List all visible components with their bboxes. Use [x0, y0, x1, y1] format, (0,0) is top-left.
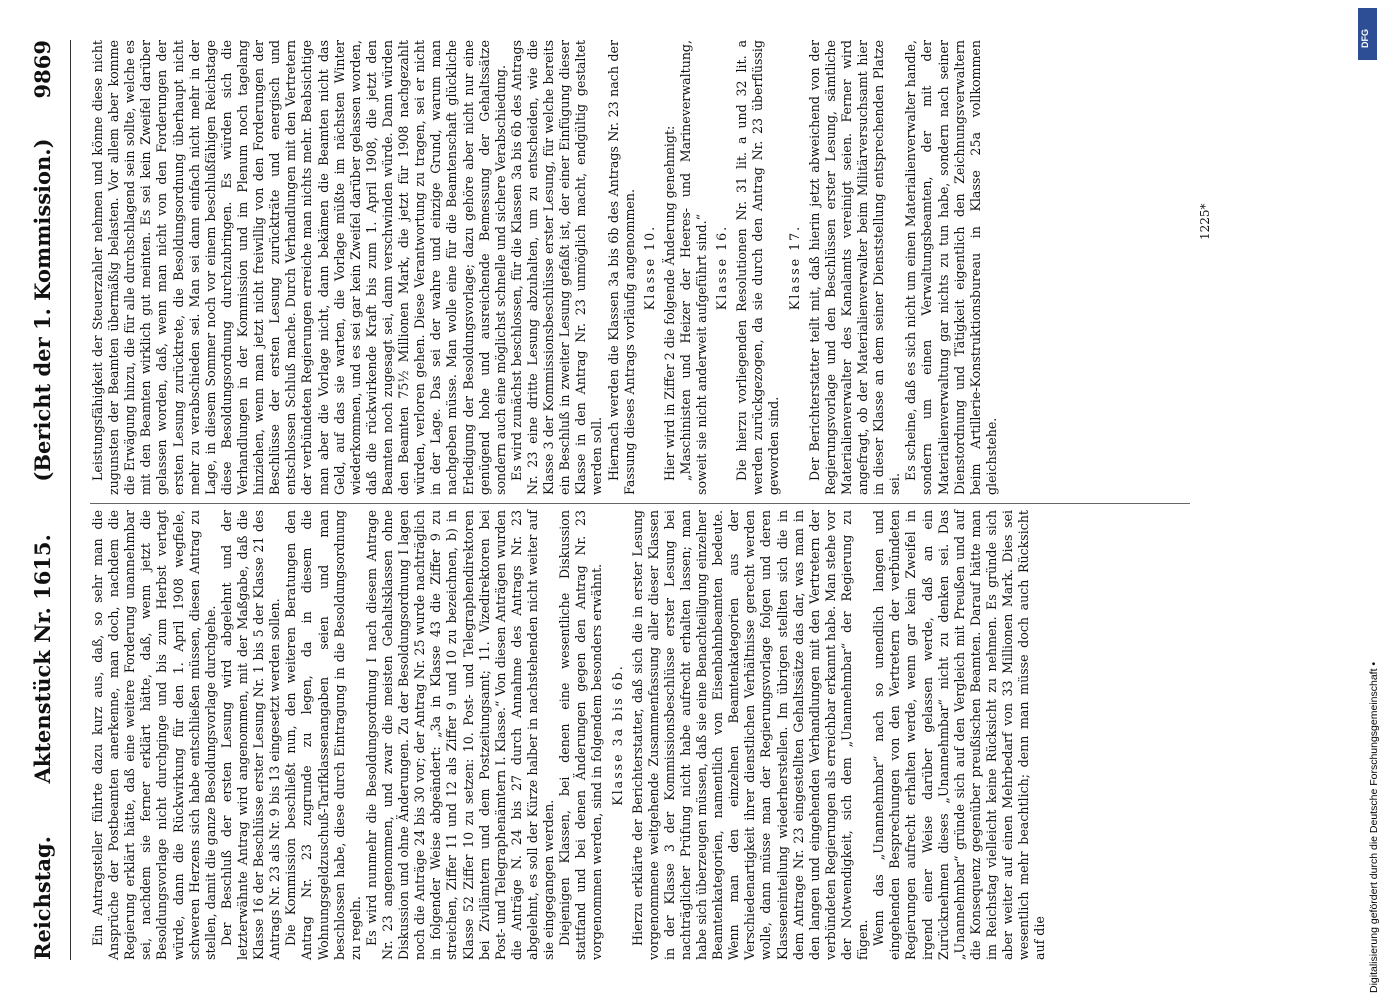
- paragraph: Die Kommission beschließt nun, den weiteren Beratungen den Antrag Nr. 23 zugrunde zu legen, da in diesem die Wohnungsgeldzuschuß-Tarifklassenangaben seien und man beschlossen habe, diese durch Eintragung in die Besoldungsordnung zu regeln.: [283, 510, 363, 960]
- paragraph: Der Berichterstatter teilt mit, daß hierin jetzt abweichend von der Regierungsvorlage und den Beschlüssen erster Lesung, sämtliche Materialienverwalter des Kanalamts vereinigt seien. Ferner wird angefragt, ob der Materialienverwalter beim Militärversuchsamt hier in dieser Klasse an dem seiner Dienststellung entsprechenden Platze sei.: [806, 40, 903, 495]
- paragraph: Hier wird in Ziffer 2 die folgende Änderung genehmigt:: [661, 125, 677, 481]
- dfg-logo: DFG: [1358, 8, 1377, 60]
- header-center: Aktenstück Nr. 1615.: [30, 534, 55, 784]
- page-header: [30, 40, 71, 960]
- paragraph: Die hierzu vorliegenden Resolutionen Nr. 31 lit. a und 32 lit. a werden zurückgezogen, da sie durch den Antrag Nr. 23 überflüssig geworden sind.: [734, 40, 782, 495]
- paragraph: Hiernach werden die Klassen 3a bis 6b des Antrags Nr. 23 nach der Fassung dieses Antrags vorläufig angenommen.: [605, 40, 637, 495]
- section-heading: Klasse 16.: [714, 224, 730, 311]
- paragraph: Hierzu erklärte der Berichterstatter, daß sich die in erster Lesung vorgenommene weitgehende Zusammenfassung aller dieser Klassen in der Klasse 3 der Kommissionsbeschlüsse erster Lesung bei nachträglicher Prüfung nicht habe aufrecht erhalten lassen; man habe sich überzeugen müssen, daß sie eine Benachteiligung einzelner Beamtenkategorien, namentlich von Eisenbahnbeamten bedeute. Wenn man den einzelnen Beamtenkategorien aus der Verschiedenartigkeit ihrer dienstlichen Verhältnisse gerecht werden wolle, dann müsse man der Regierungsvorlage folgen und deren Klasseneinteilung wiederherstellen. Im übrigen stellten sich die in dem Antrage Nr. 23 eingestellten Gehaltssätze das dar, was man in den langen und eingehenden Verhandlungen mit den Vertretern der verbündeten Regierungen als erreichbar erkannt habe. Man stehe vor der Notwendigkeit, sich dem „Unannehmbar“ der Regierung zu fügen.: [629, 510, 871, 960]
- paragraph: Leistungsfähigkeit der Steuerzahler nehmen und könne diese nicht zugunsten der Beamten übermäßig belasten. Vor allem aber komme die Erwägung hinzu, die für alle durchschlagend sein sollte, welche es mit den Beamten wirklich gut meinten. Es sei kein Zweifel darüber gelassen worden, daß, wenn man nicht von den Forderungen der ersten Lesung zurücktrete, die Besoldungsordnung überhaupt nicht mehr zu verabschieden sei. Man sei dann einfach nicht mehr in der Lage, in diesem Sommer noch vor einem beschlußfähigen Reichstage diese Besoldungsordnung durchzubringen. Es würden sich die Verhandlungen in der Kommission und im Plenum noch tagelang hinziehen, wenn man jetzt nicht freiwillig von den Forderungen der Beschlüsse der ersten Lesung zurückträte und energisch und entschlossen Schluß mache. Durch Verhandlungen mit den Vertretern der verbündeten Regierungen erreiche man nichts mehr. Beabsichtige man aber die Vorlage nicht, dann bekämen die Beamten nicht das Geld, auf das sie warten, die Vorlage müßte im nächsten Winter wiederkommen, und es sei gar kein Zweifel darüber gelassen worden, daß die rückwirkende Kraft bis zum 1. April 1908, die jetzt den Beamten noch zugesagt sei, dann verschwinden würde. Dann würden den Beamten 75½ Millionen Mark, die jetzt für 1908 nachgezahlt würden, verloren gehen. Diese Verantwortung zu tragen, sei er nicht in der Lage. Das sei der wahre und einzige Grund, warum man nachgeben müsse. Man wolle eine für die Beamtenschaft glückliche Erledigung der Besoldungsvorlage; dazu gehöre aber nicht nur eine genügend hohe und ausreichende Bemessung der Gehaltssätze sondern auch eine möglichst schnelle und sichere Verabschiedung.: [90, 40, 508, 495]
- credit-text: Digitalisierung gefördert durch die Deutsche Forschungsgemeinschaft •: [1368, 661, 1380, 993]
- paragraph: Wenn das „Unannehmbar“ nach so unendlich langen und eingehenden Besprechungen von den Vertretern der verbündeten Regierungen aufrecht erhalten werde, wenn gar kein Zweifel in irgend einer Weise darüber gelassen werde, daß an ein Zurücknehmen dieses „Unannehmbar“ nicht zu denken sei. Das „Unannehmbar“ gründe sich auf den Vergleich mit Preußen und auf die Konsequenz gegenüber preußischen Beamten. Darauf hätte man im Reichstag vielleicht keine Rücksicht zu nehmen. Es gründe sich aber weiter auf einen Mehrbedarf von 33 Millionen Mark. Dies sei wesentlich mehr beachtlich; denn man müsse doch auch Rücksicht auf die: [871, 510, 1048, 960]
- text-column-1: [90, 510, 1048, 960]
- section-heading: Klasse 3a bis 6b.: [609, 664, 625, 806]
- digitization-credit: [1357, 8, 1379, 993]
- header-left: Reichstag.: [30, 836, 55, 960]
- footer-mark: 1225*: [1198, 203, 1212, 240]
- page-number: 9869: [30, 40, 55, 99]
- paragraph: Der Beschluß der ersten Lesung wird abgelehnt und der letzterwähnte Antrag wird angenommen, mit der Maßgabe, daß die Klasse 16 der Beschlüsse erster Lesung Nr. 1 bis 5 der Klasse 21 des Antrags Nr. 23 als Nr. 9 bis 13 eingesetzt werden sollen.: [218, 510, 283, 960]
- header-title: (Bericht der 1. Kommission.): [30, 138, 55, 482]
- paragraph: Diejenigen Klassen, bei denen eine wesentliche Diskussion stattfand und bei denen Änderungen gegen den Antrag Nr. 23 vorgenommen werden, sind in folgendem besonders erwähnt.: [557, 510, 605, 960]
- paragraph: Ein Antragsteller führte dazu kurz aus, daß, so sehr man die Ansprüche der Postbeamten anerkenne, man doch, nachdem die Regierung erklärt hätte, daß eine weitere Forderung unannehmbar sei, nachdem sie ferner erklärt hätte, daß, wenn jetzt die Besoldungsvorlage nicht durchginge und bis zum Herbst vertagt würde, dann die Rückwirkung für den 1. April 1908 wegfiele, schweren Herzens sich habe entschließen müssen, diesen Antrag zu stellen, damit die ganze Besoldungsvorlage durchgehe.: [90, 510, 218, 960]
- paragraph: Es wird zunächst beschlossen, für die Klassen 3a bis 6b des Antrags Nr. 23 eine dritte Lesung abzuhalten, um zu entscheiden, wie die Klasse 3 der Kommissionsbeschlüsse erster Lesung, für welche bereits ein Beschluß in zweiter Lesung gefaßt ist, der einer Einfügung dieser Klasse in den Antrag Nr. 23 unmöglich macht, endgültig gestaltet werden soll.: [508, 40, 605, 495]
- column-divider: [90, 503, 1190, 504]
- section-heading: Klasse 17.: [786, 224, 802, 311]
- section-heading: Klasse 10.: [641, 224, 657, 311]
- paragraph: Es wird nunmehr die Besoldungsordnung I nach diesem Antrage Nr. 23 angenommen, und zwar die meisten Gehaltsklassen ohne Diskussion und ohne Änderungen. Zu der Besoldungsordnung I lagen noch die Anträge 24 bis 30 vor; der Antrag Nr. 25 wurde nachträglich in folgender Weise abgeändert: „3a in Klasse 43 die Ziffer 9 zu streichen, Ziffer 11 und 12 als Ziffer 9 und 10 zu bezeichnen, b) in Klasse 52 Ziffer 10 zu setzen: 10. Post- und Telegraphendirektoren bei Zivilämtern und dem Postzeitungsamt; 11. Vizedirektoren bei Post- und Telegraphenämtern I. Klasse.“ Von diesen Anträgen wurden die Anträge N. 24 bis 27 durch Annahme des Antrags Nr. 23 abgelehnt, es soll der Kürze halber in nachstehenden nicht weiter auf sie eingegangen werden.: [363, 510, 557, 960]
- text-column-2: [90, 40, 1000, 495]
- paragraph: Es scheine, daß es sich nicht um einen Materialienverwalter handle, sondern um einen Verwaltungsbeamten, der mit der Materialienverwaltung gar nichts zu tun habe, sondern nach seiner Dienstordnung und Tätigkeit eigentlich den Zeichnungsverwaltern beim Artillerie-Konstruktionsbureau in Klasse 25a vollkommen gleichstehe.: [903, 40, 999, 495]
- paragraph: „Maschinisten und Heizer der Heeres- und Marineverwaltung, soweit sie nicht anderweit aufgeführt sind.“: [677, 40, 710, 495]
